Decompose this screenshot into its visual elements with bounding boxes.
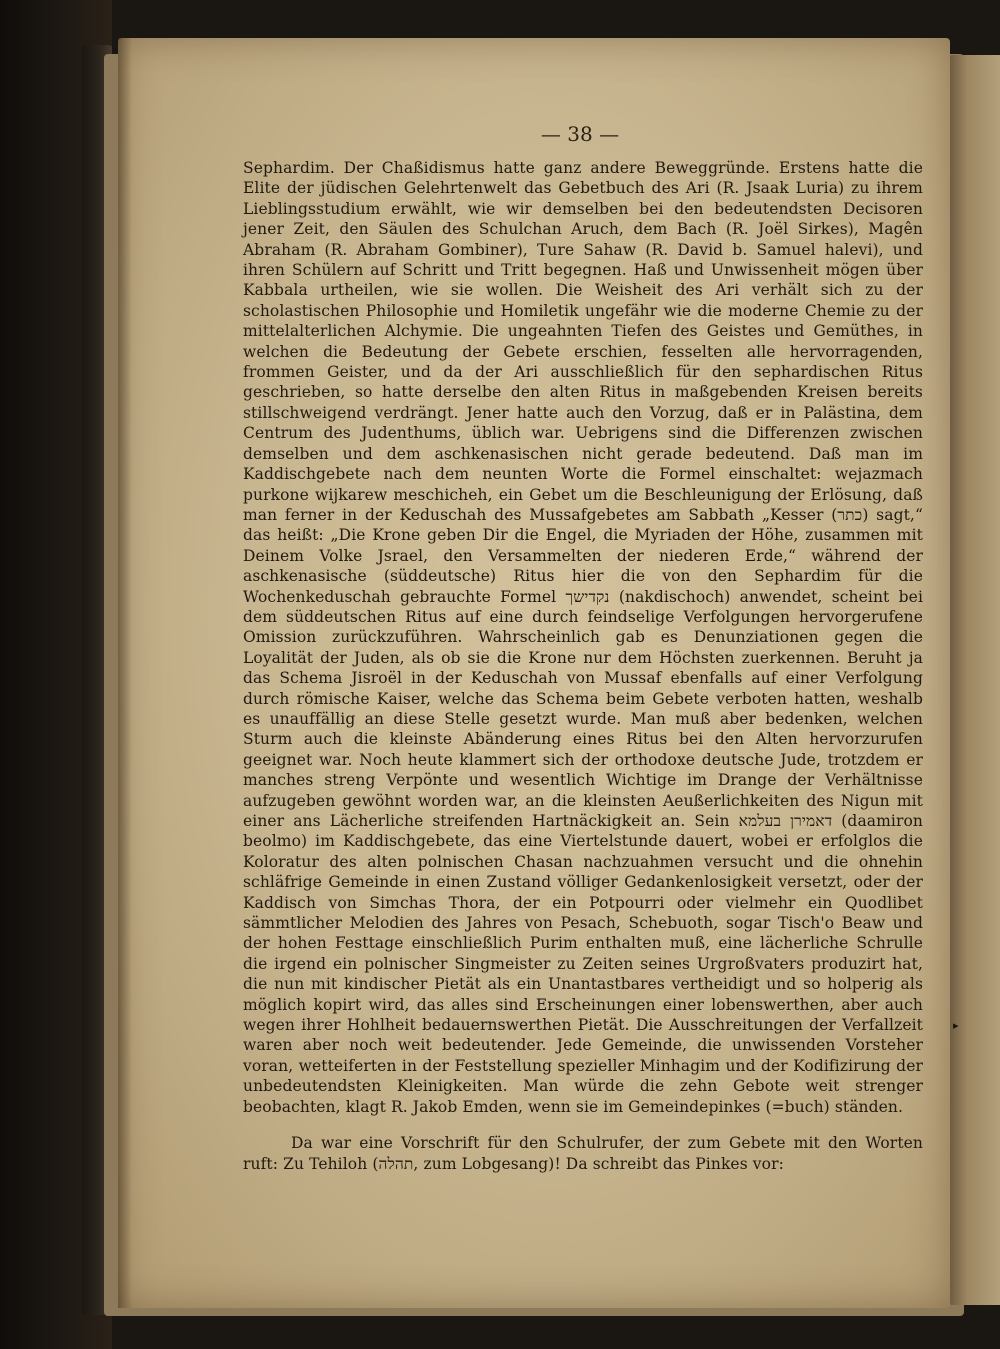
margin-marker: ▸ — [953, 1019, 959, 1032]
body-paragraph-2: Da war eine Vorschrift für den Schulrufer, der zum Gebete mit den Worten ruft: Zu Tehiloh (תהלה, zum Lobgesang)! Da schreibt das Pinkes vor: — [243, 1134, 923, 1173]
body-paragraph-1: Sephardim. Der Chaßidismus hatte ganz andere Beweggründe. Erstens hatte die Elite der jüdischen Gelehrtenwelt das Gebetbuch des Ari (R. Jsaak Luria) zu ihrem Lieblingsstudium erwählt, wie wir demselben bei den bedeutendsten Decisoren jener Zeit, den Säulen des Schulchan Aruch, dem Bach (R. Joël Sirkes), Magên Abraham (R. Abraham Gombiner), Ture Sahaw (R. David b. Samuel halevi), und ihren Schülern auf Schritt und Tritt begegnen. Haß und Unwissenheit mögen über Kabbala urtheilen, wie sie wollen. Die Weisheit des Ari verhält sich zu der scholastischen Philosophie und Homiletik ungefähr wie die moderne Chemie zu der mittelalterlichen Alchymie. Die ungeahnten Tiefen des Geistes und Gemüthes, in welchen die Bedeutung der Gebete erschien, fesselten alle hervorragenden, frommen Geister, und da der Ari ausschließlich für den sephardischen Ritus geschrieben, so hatte derselbe den alten Ritus in maßgebenden Kreisen bereits stillschweigend verdrängt. Jener hatte auch den Vorzug, daß er in Palästina, dem Centrum des Judenthums, üblich war. Uebrigens sind die Differenzen zwischen demselben und dem aschkenasischen nicht gerade bedeutend. Daß man im Kaddischgebete nach dem neunten Worte die Formel einschaltet: wejazmach purkone wijkarew meschicheh, ein Gebet um die Beschleunigung der Erlösung, daß man ferner in der Keduschah des Mussafgebetes am Sabbath „Kesser (כתר) sagt,“ das heißt: „Die Krone geben Dir die Engel, die Myriaden der Höhe, zusammen mit Deinem Volke Jsrael, den Versammelten der niederen Erde,“ während der aschkenasische (süddeutsche) Ritus hier die von den Sephardim für die Wochenkeduschah gebrauchte Formel נקדישך (nakdischoch) anwendet, scheint bei dem süddeutschen Ritus auf eine durch feindselige Verfolgungen hervorgerufene Omission zurückzuführen. Wahrscheinlich gab es Denunziationen gegen die Loyalität der Juden, als ob sie die Krone nur dem Höchsten zuerkennen. Beruht ja das Schema Jisroël in der Keduschah von Mussaf ebenfalls auf einer Verfolgung durch römische Kaiser, welche das Schema beim Gebete verboten hatten, weshalb es unauffällig an diese Stelle gesetzt wurde. Man muß aber bedenken, welchen Sturm auch die kleinste Abänderung eines Ritus bei den Alten hervorzurufen geeignet war. Noch heute klammert sich der orthodoxe deutsche Jude, trotzdem er manches streng Verpönte und wesentlich Wichtige im Drange der Verhältnisse aufzugeben gewöhnt worden war, an die kleinsten Aeußerlichkeiten des Nigun mit einer ans Lächerliche streifenden Hartnäckigkeit an. Sein דאמירן בעלמא (daamiron beolmo) im Kaddischgebete, das eine Viertelstunde dauert, wobei er erfolglos die Koloratur des alten polnischen Chasan nachzuahmen versucht und die ohnehin schläfrige Gemeinde in einen Zustand völliger Gedankenlosigkeit versetzt, oder der Kaddisch von Simchas Thora, der ein Potpourri oder vielmehr ein Quodlibet sämmtlicher Melodien des Jahres von Pesach, Schebuoth, sogar Tisch'o Beaw und der hohen Festtage einschließlich Purim enthalten muß, eine lächerliche Schrulle die irgend ein polnischer Singmeister zu Zeiten seines Urgroßvaters produzirt hat, die nun mit kindischer Pietät als ein Unantastbares vertheidigt und so holperig als möglich kopirt wird, das alles sind Erscheinungen einer lobenswerthen, aber auch wegen ihrer Hohlheit bedauernswerthen Pietät. Die Ausschreitungen der Verfallzeit waren aber noch weit bedeutender. Jede Gemeinde, die unwissenden Vorsteher voran, wetteiferten in der Feststellung spezieller Minhagim und der Kodifizirung der unbedeutendsten Kleinigkeiten. Man würde die zehn Gebote weit strenger beobachten, klagt R. Jakob Emden, wenn sie im Gemeindepinkes (=buch) ständen. — [243, 159, 924, 1116]
page-gutter-shadow — [118, 38, 132, 1308]
facing-page-edge — [950, 55, 1000, 1305]
page-number: — 38 — — [540, 122, 620, 146]
page-body-text — [243, 158, 923, 1174]
